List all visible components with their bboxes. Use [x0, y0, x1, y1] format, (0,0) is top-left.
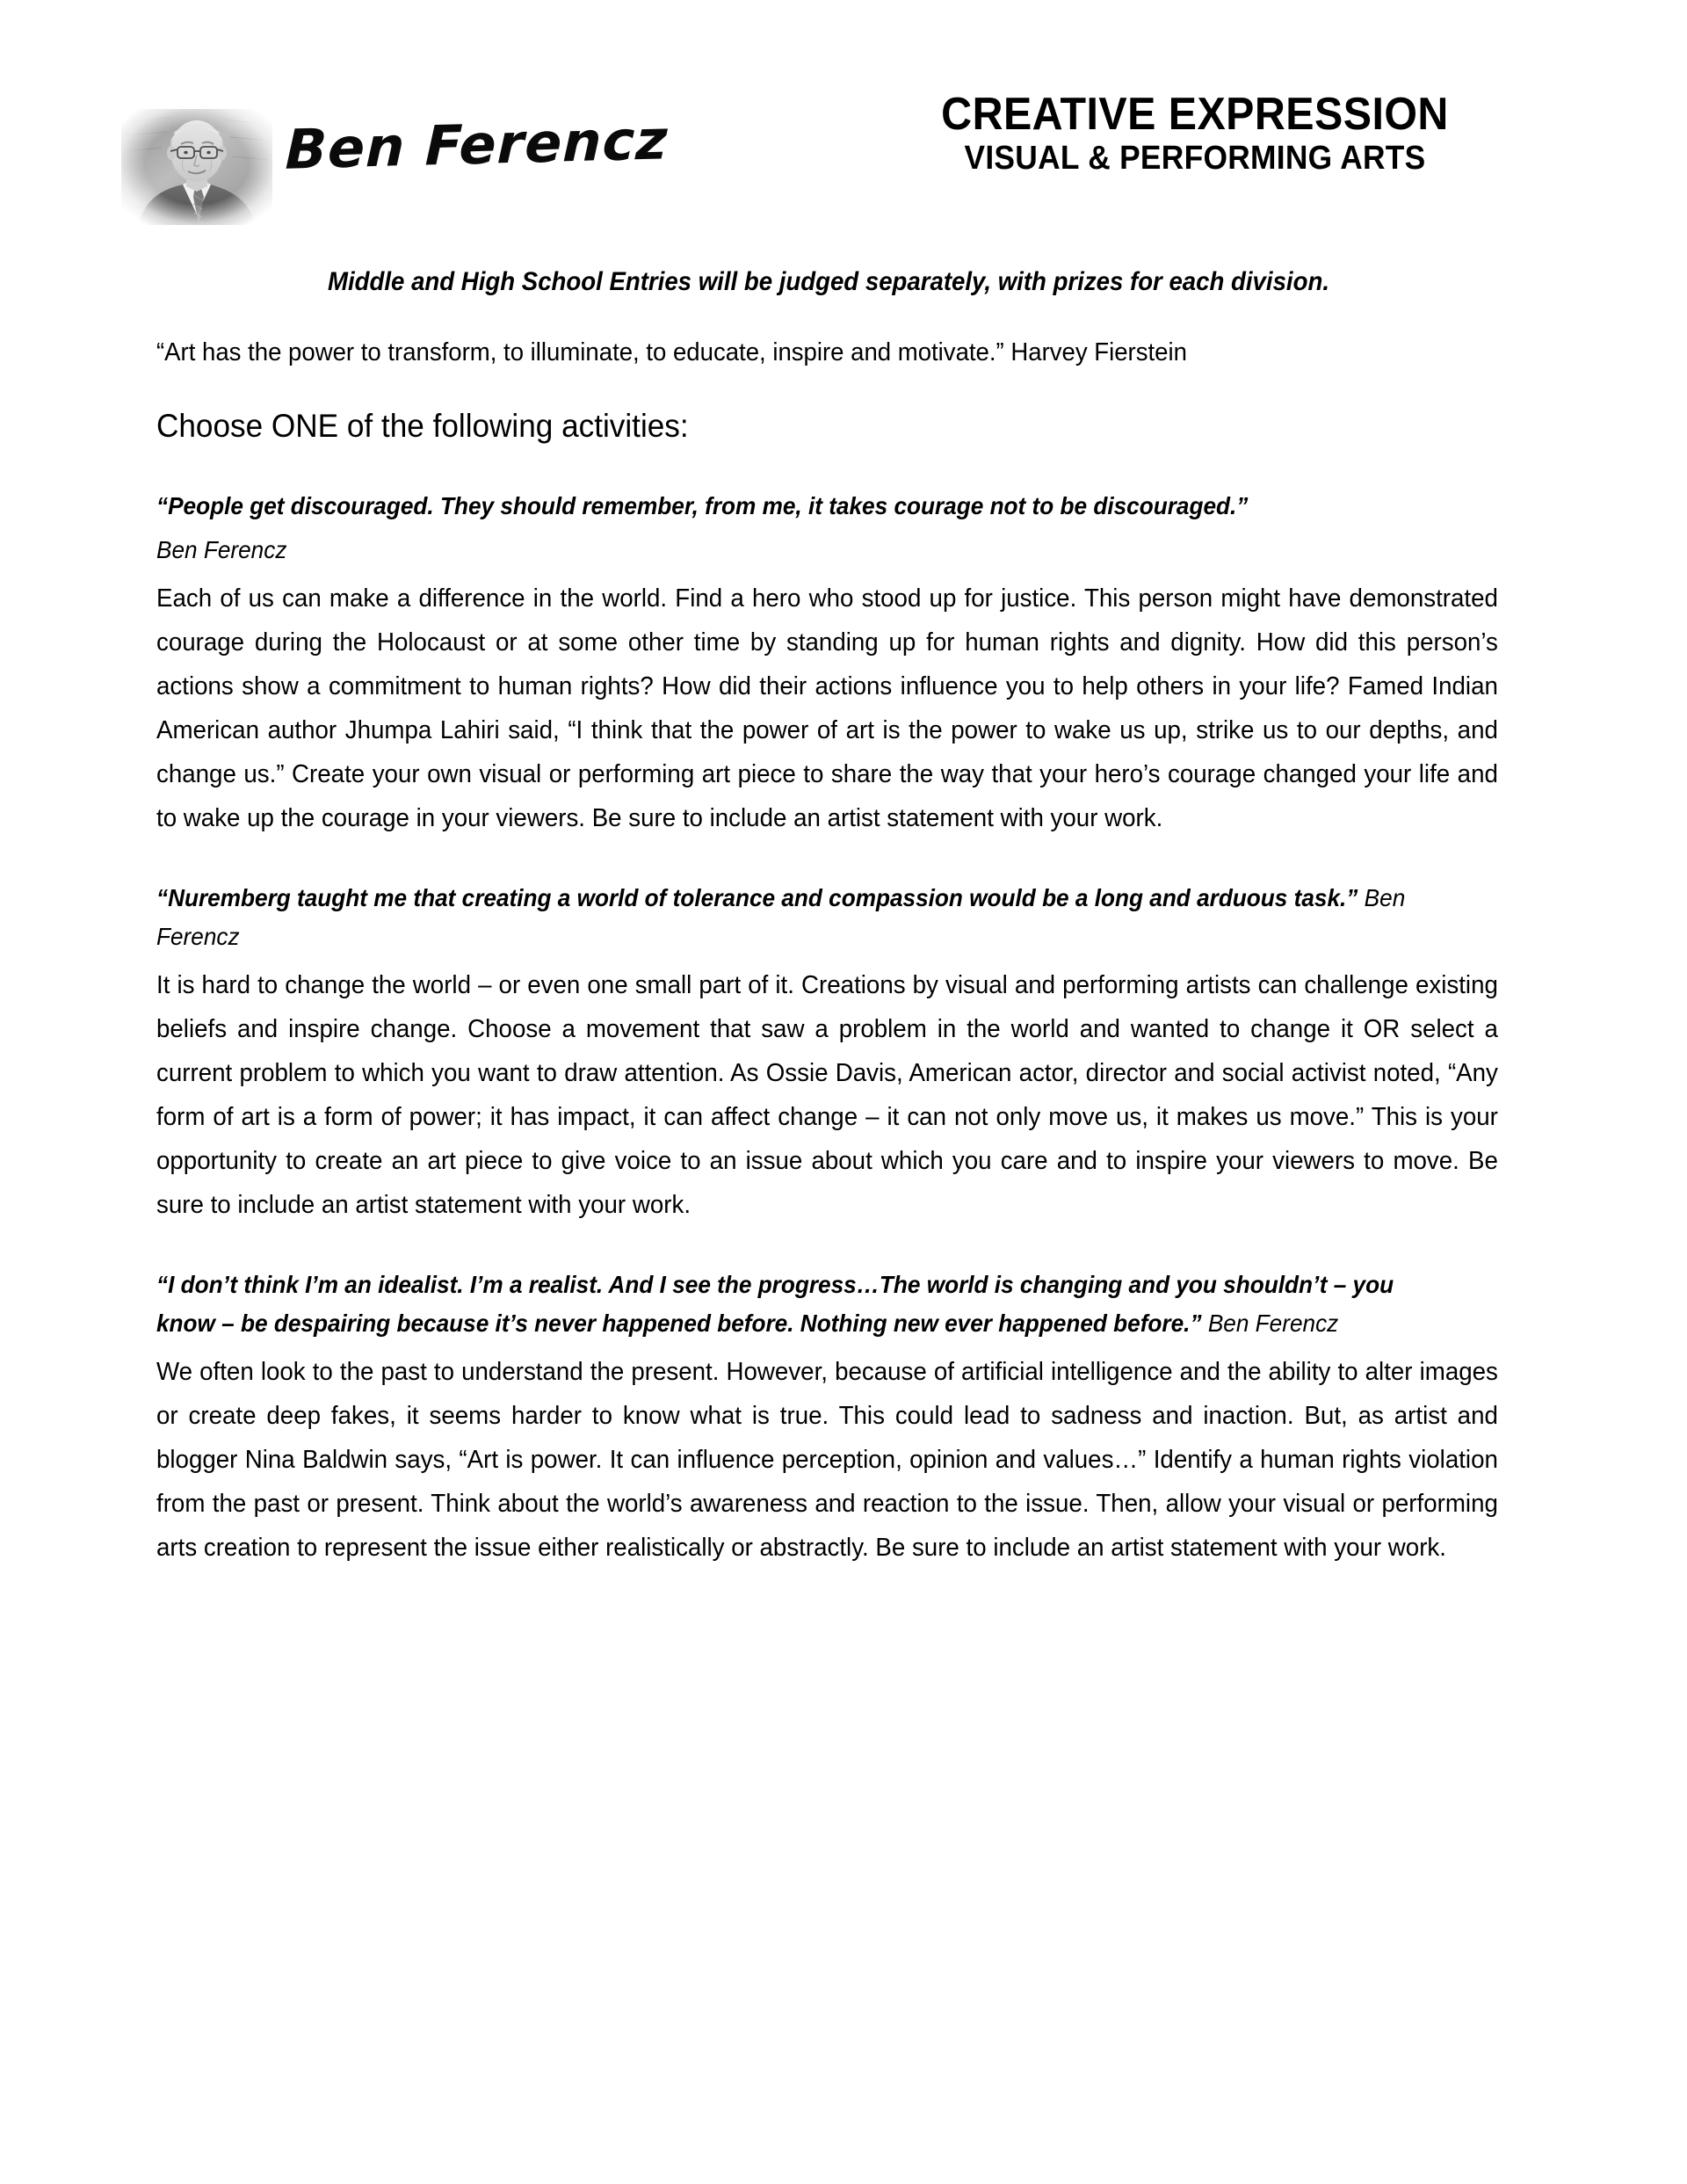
ben-ferencz-signature-wordmark: Ben Ferencz: [284, 107, 670, 182]
activity-section-1: [156, 487, 1501, 840]
page-title: CREATIVE EXPRESSION: [941, 89, 1449, 140]
activity-section-2: [156, 879, 1501, 1227]
activity-attribution-2: Ben Ferencz: [156, 884, 1406, 950]
choose-one-heading: Choose ONE of the following activities:: [156, 408, 689, 445]
header-title-block: [756, 91, 1634, 178]
section-spacer: [156, 849, 1501, 879]
activity-body-2: It is hard to change the world – or even one small part of it. Creations by visual and performing artists can challenge existing beliefs and inspire change. Choose a movement that saw a problem in the world and wanted to change it OR select a current problem to which you want to draw attention. As Ossie Davis, American actor, director and social activist noted, “Any form of art is a form of power; it has impact, it can affect change – it can not only move us, it makes us move.” This is your opportunity to create an art piece to give voice to an issue about which you care and to inspire your viewers to move. Be sure to include an artist statement with your work.: [156, 971, 1498, 1219]
activity-section-3: [156, 1266, 1501, 1570]
activity-body-3: We often look to the past to understand the present. However, because of artificial intelligence and the ability to alter images or create deep fakes, it seems harder to know what is true. This could lead to sadness and inaction. But, as artist and blogger Nina Baldwin says, “Art is power. It can influence perception, opinion and values…” Identify a human rights violation from the past or present. Think about the world’s awareness and reaction to the issue. Then, allow your visual or performing arts creation to represent the issue either realistically or abstractly. Be sure to include an artist statement with your work.: [156, 1358, 1498, 1562]
document-body: [156, 264, 1501, 1579]
epigraph-quote: “Art has the power to transform, to illuminate, to educate, inspire and motivate.” Harvey Fierstein: [156, 338, 1187, 366]
page-subtitle: VISUAL & PERFORMING ARTS: [964, 140, 1426, 178]
activity-attribution-3: Ben Ferencz: [1207, 1309, 1339, 1337]
ben-ferencz-logo: [114, 84, 685, 225]
activity-quote-2-line: [156, 879, 1414, 955]
activity-quote-3: “I don’t think I’m an idealist. I’m a realist. And I see the progress…The world is changing and you shouldn’t – you know – be despairing because it’s never happened before. Nothing new ever happened before.”: [156, 1271, 1394, 1337]
activity-quote-1-line: [156, 487, 1414, 525]
activity-quote-2: “Nuremberg taught me that creating a world of tolerance and compassion would be a long and arduous task.”: [156, 884, 1358, 912]
divisions-note: Middle and High School Entries will be judged separately, with prizes for each division.: [328, 267, 1329, 296]
activity-quote-1: “People get discouraged. They should remember, from me, it takes courage not to be discouraged.”: [156, 491, 1249, 519]
document-header: [0, 84, 1687, 225]
section-spacer: [156, 1236, 1501, 1266]
activity-body-1: Each of us can make a difference in the world. Find a hero who stood up for justice. This person might have demonstrated courage during the Holocaust or at some other time by standing up for human rights and dignity. How did this person’s actions show a commitment to human rights? How did their actions influence you to help others in your life? Famed Indian American author Jhumpa Lahiri said, “I think that the power of art is the power to wake us up, strike us to our depths, and change us.” Create your own visual or performing art piece to share the way that your hero’s courage changed your life and to wake up the courage in your viewers. Be sure to include an artist statement with your work.: [156, 584, 1498, 832]
activity-attribution-1: Ben Ferencz: [156, 536, 287, 564]
activity-quote-3-line: [156, 1266, 1414, 1342]
portrait-photo-icon: [121, 109, 272, 225]
